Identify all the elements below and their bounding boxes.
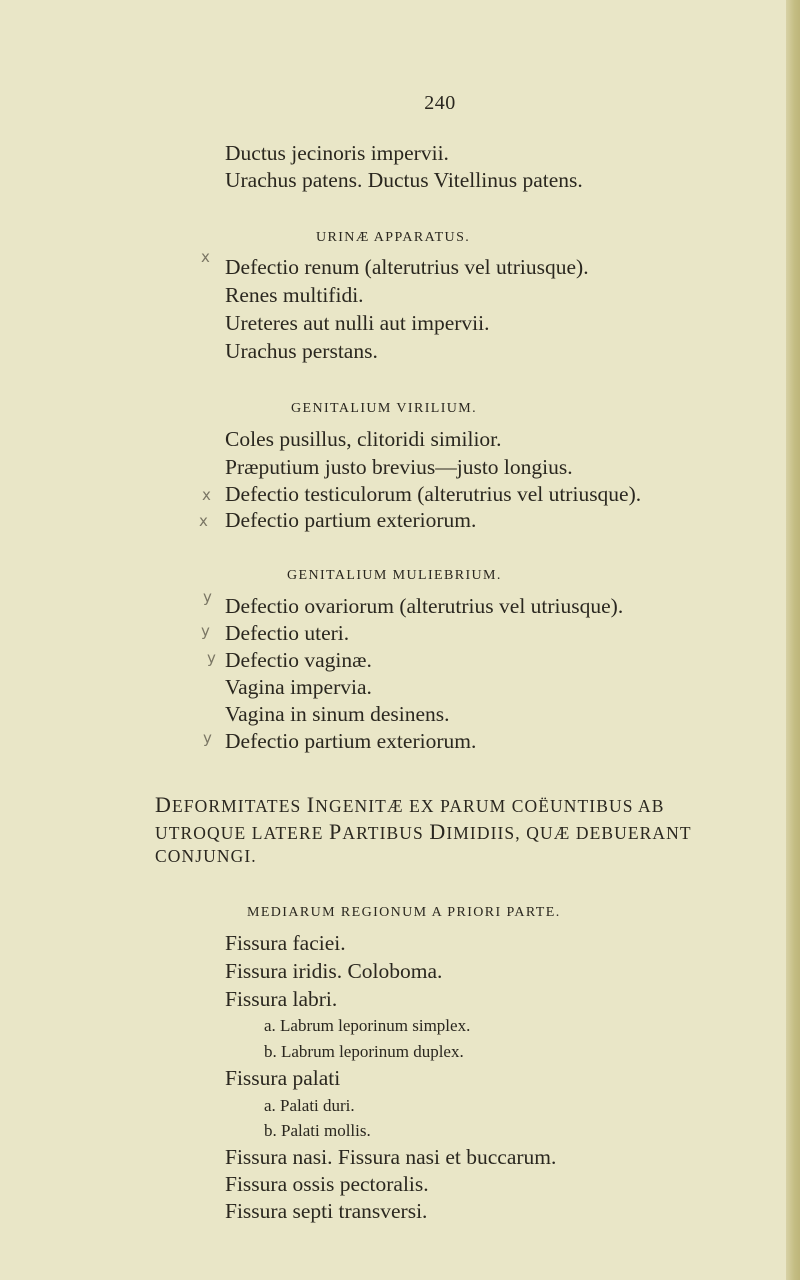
text-line: Urachus perstans. <box>225 339 378 363</box>
margin-mark: y <box>201 622 210 640</box>
text-line: Renes multifidi. <box>225 283 364 307</box>
margin-mark: y <box>203 588 212 606</box>
page-edge <box>786 0 800 1280</box>
sub-item: b. Palati mollis. <box>264 1121 371 1140</box>
text-line: Præputium justo brevius—justo longius. <box>225 455 573 479</box>
section-heading-mediarum: MEDIARUM REGIONUM A PRIORI PARTE. <box>247 905 561 920</box>
heading-text: IMIDIIS, QUÆ DEBUERANT <box>446 823 692 843</box>
text-line: Ductus jecinoris impervii. <box>225 141 449 165</box>
sub-item: a. Palati duri. <box>264 1096 355 1115</box>
text-line: Fissura labri. <box>225 987 338 1011</box>
small-cap-initial: D <box>429 819 447 844</box>
text-line: Urachus patens. Ductus Vitellinus patens. <box>225 168 583 192</box>
heading-text: NGENITÆ EX PARUM COËUNTIBUS AB <box>315 796 665 816</box>
text-line: Defectio partium exteriorum. <box>225 508 477 532</box>
heading-text: ARTIBUS <box>342 823 430 843</box>
deformitates-heading-line2 <box>155 819 692 845</box>
margin-mark: x <box>202 486 211 504</box>
margin-mark: y <box>207 649 216 667</box>
text-line: Defectio partium exteriorum. <box>225 729 477 753</box>
text-line: Defectio renum (alterutrius vel utriusque). <box>225 255 589 279</box>
text-line: Defectio testiculorum (alterutrius vel utriusque). <box>225 482 642 506</box>
text-line: Fissura ossis pectoralis. <box>225 1172 429 1196</box>
margin-mark: x <box>199 512 208 530</box>
small-cap-initial: D <box>155 792 172 817</box>
section-heading-urinae: URINÆ APPARATUS. <box>316 230 471 245</box>
text-line: Fissura faciei. <box>225 931 346 955</box>
text-line: Defectio vaginæ. <box>225 648 372 672</box>
text-line: Fissura septi transversi. <box>225 1199 428 1223</box>
text-line: Coles pusillus, clitoridi similior. <box>225 427 502 451</box>
text-line: Fissura iridis. Coloboma. <box>225 959 443 983</box>
margin-mark: y <box>203 729 212 747</box>
section-heading-virilium: GENITALIUM VIRILIUM. <box>291 401 478 416</box>
section-heading-muliebrium: GENITALIUM MULIEBRIUM. <box>287 568 502 583</box>
page-number: 240 <box>424 92 456 114</box>
text-line: Vagina in sinum desinens. <box>225 702 450 726</box>
sub-item: b. Labrum leporinum duplex. <box>264 1042 464 1061</box>
small-cap-initial: P <box>328 819 343 844</box>
deformitates-heading-line3: CONJUNGI. <box>155 846 257 866</box>
heading-text: UTROQUE LATERE <box>155 823 329 843</box>
heading-text: EFORMITATES <box>172 796 307 816</box>
text-line: Fissura palati <box>225 1066 341 1090</box>
text-line: Defectio ovariorum (alterutrius vel utriusque). <box>225 594 624 618</box>
text-line: Vagina impervia. <box>225 675 372 699</box>
text-line: Defectio uteri. <box>225 621 350 645</box>
text-line: Ureteres aut nulli aut impervii. <box>225 311 490 335</box>
margin-mark: x <box>201 248 210 266</box>
deformitates-heading-line1 <box>155 792 665 818</box>
sub-item: a. Labrum leporinum simplex. <box>264 1016 471 1035</box>
text-line: Fissura nasi. Fissura nasi et buccarum. <box>225 1145 557 1169</box>
small-cap-initial: I <box>306 792 316 817</box>
